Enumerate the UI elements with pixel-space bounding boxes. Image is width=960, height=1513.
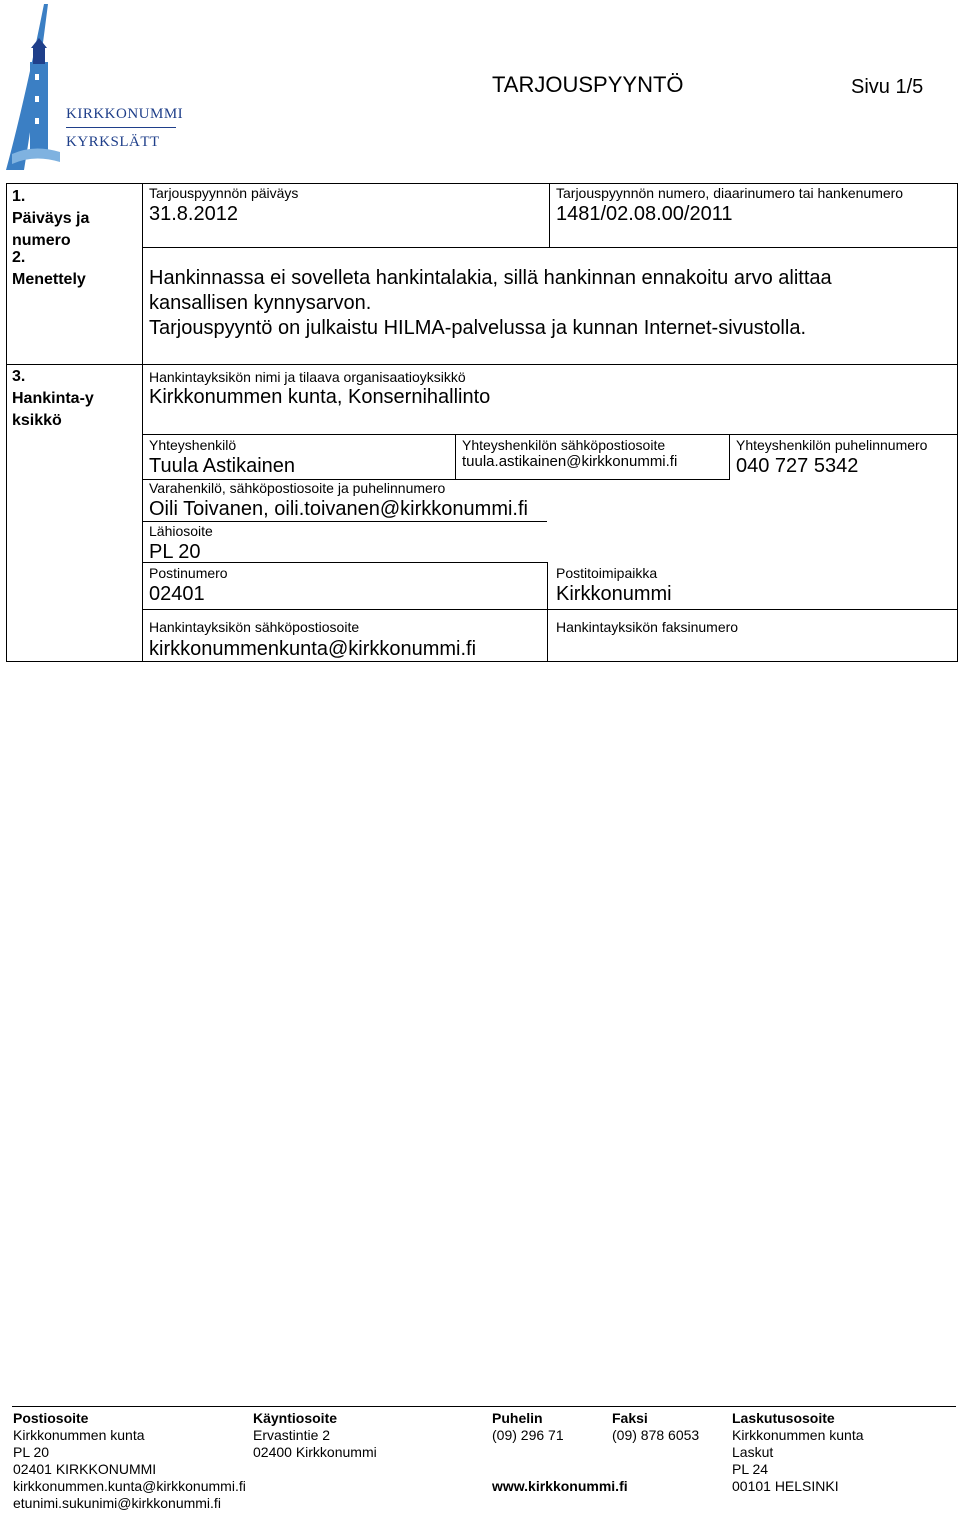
deputy-value: Oili Toivanen, oili.toivanen@kirkkonummi.fi bbox=[149, 498, 528, 520]
contact-phone-value: 040 727 5342 bbox=[736, 455, 859, 477]
unit-email-value: kirkkonummenkunta@kirkkonummi.fi bbox=[149, 638, 477, 660]
document-title: TARJOUSPYYNTÖ bbox=[492, 72, 684, 97]
footer-fax-title: Faksi bbox=[612, 1410, 648, 1426]
postal-code-label: Postinumero bbox=[149, 565, 228, 581]
footer-visit-line: 02400 Kirkkonummi bbox=[253, 1444, 377, 1460]
post-office-label: Postitoimipaikka bbox=[556, 565, 658, 581]
section-2-label bbox=[12, 247, 137, 291]
section-2-number: 2. bbox=[12, 249, 26, 266]
lighthouse-icon bbox=[4, 4, 64, 170]
footer-postal-line: PL 20 bbox=[13, 1444, 50, 1460]
contact-email-label: Yhteyshenkilön sähköpostiosoite bbox=[462, 437, 666, 453]
page-number: Sivu 1/5 bbox=[851, 76, 924, 98]
footer-fax bbox=[612, 1410, 699, 1444]
post-office-value: Kirkkonummi bbox=[556, 583, 672, 605]
deputy-label: Varahenkilö, sähköpostiosoite ja puhelinnumero bbox=[149, 480, 446, 496]
footer-billing-line: 00101 HELSINKI bbox=[732, 1478, 839, 1494]
contact-value: Tuula Astikainen bbox=[149, 455, 296, 477]
footer-postal-title: Postiosoite bbox=[13, 1410, 89, 1426]
footer-postal-address bbox=[13, 1410, 246, 1512]
procedure-line-3: Tarjouspyyntö on julkaistu HILMA-palvelussa ja kunnan Internet-sivustolla. bbox=[149, 317, 807, 339]
contact-label: Yhteyshenkilö bbox=[149, 437, 237, 453]
procedure-line-1: Hankinnassa ei sovelleta hankintalakia, sillä hankinnan ennakoitu arvo alittaa bbox=[149, 267, 832, 289]
unit-name-label: Hankintayksikön nimi ja tilaava organisaatioyksikkö bbox=[149, 369, 466, 385]
unit-fax-label: Hankintayksikön faksinumero bbox=[556, 619, 739, 635]
date-label: Tarjouspyynnön päiväys bbox=[149, 185, 299, 201]
contact-email-value: tuula.astikainen@kirkkonummi.fi bbox=[462, 453, 678, 470]
footer-divider bbox=[12, 1406, 956, 1407]
date-value: 31.8.2012 bbox=[149, 203, 238, 225]
logo bbox=[4, 4, 184, 170]
footer-postal-line: 02401 KIRKKONUMMI bbox=[13, 1461, 157, 1477]
postal-code-value: 02401 bbox=[149, 583, 205, 605]
footer-postal-line: Kirkkonummen kunta bbox=[13, 1427, 145, 1443]
section-3-title: Hankinta-yksikkö bbox=[12, 390, 94, 429]
footer-fax-value: (09) 878 6053 bbox=[612, 1427, 700, 1443]
section-3-number: 3. bbox=[12, 368, 26, 385]
footer-visit-title: Käyntiosoite bbox=[253, 1410, 338, 1426]
procedure-text bbox=[149, 266, 949, 341]
footer-phone-title: Puhelin bbox=[492, 1410, 543, 1426]
footer-phone bbox=[492, 1410, 564, 1444]
logo-text-secondary: KYRKSLÄTT bbox=[66, 134, 160, 150]
unit-email-label: Hankintayksikön sähköpostiosoite bbox=[149, 619, 360, 635]
footer-postal-email: kirkkonummen.kunta@kirkkonummi.fi bbox=[13, 1478, 246, 1494]
section-1-title: Päiväys ja numero bbox=[12, 210, 90, 249]
footer-billing-line: Kirkkonummen kunta bbox=[732, 1427, 864, 1443]
logo-text-primary: KIRKKONUMMI bbox=[66, 106, 184, 122]
footer-phone-value: (09) 296 71 bbox=[492, 1427, 564, 1443]
footer-billing-line: Laskut bbox=[732, 1444, 774, 1460]
section-1-number: 1. bbox=[12, 188, 26, 205]
footer-visiting-address bbox=[253, 1410, 377, 1461]
footer-billing-line: PL 24 bbox=[732, 1461, 769, 1477]
section-3-label bbox=[12, 366, 102, 432]
request-number-value: 1481/02.08.00/2011 bbox=[556, 203, 733, 225]
procedure-line-2: kansallisen kynnysarvon. bbox=[149, 292, 372, 314]
request-number-label: Tarjouspyynnön numero, diaarinumero tai hankenumero bbox=[556, 185, 904, 201]
logo-divider bbox=[66, 127, 176, 128]
footer-billing-title: Laskutusosoite bbox=[732, 1410, 835, 1426]
section-1-label bbox=[12, 186, 137, 252]
street-address-label: Lähiosoite bbox=[149, 523, 213, 539]
contact-phone-label: Yhteyshenkilön puhelinnumero bbox=[736, 437, 928, 453]
footer-billing-address bbox=[732, 1410, 864, 1495]
street-address-value: PL 20 bbox=[149, 541, 201, 563]
footer-postal-email: etunimi.sukunimi@kirkkonummi.fi bbox=[13, 1495, 221, 1511]
footer-visit-line: Ervastintie 2 bbox=[253, 1427, 331, 1443]
section-2-title: Menettely bbox=[12, 271, 86, 288]
unit-name-value: Kirkkonummen kunta, Konsernihallinto bbox=[149, 386, 491, 408]
footer-website[interactable]: www.kirkkonummi.fi bbox=[492, 1478, 628, 1494]
